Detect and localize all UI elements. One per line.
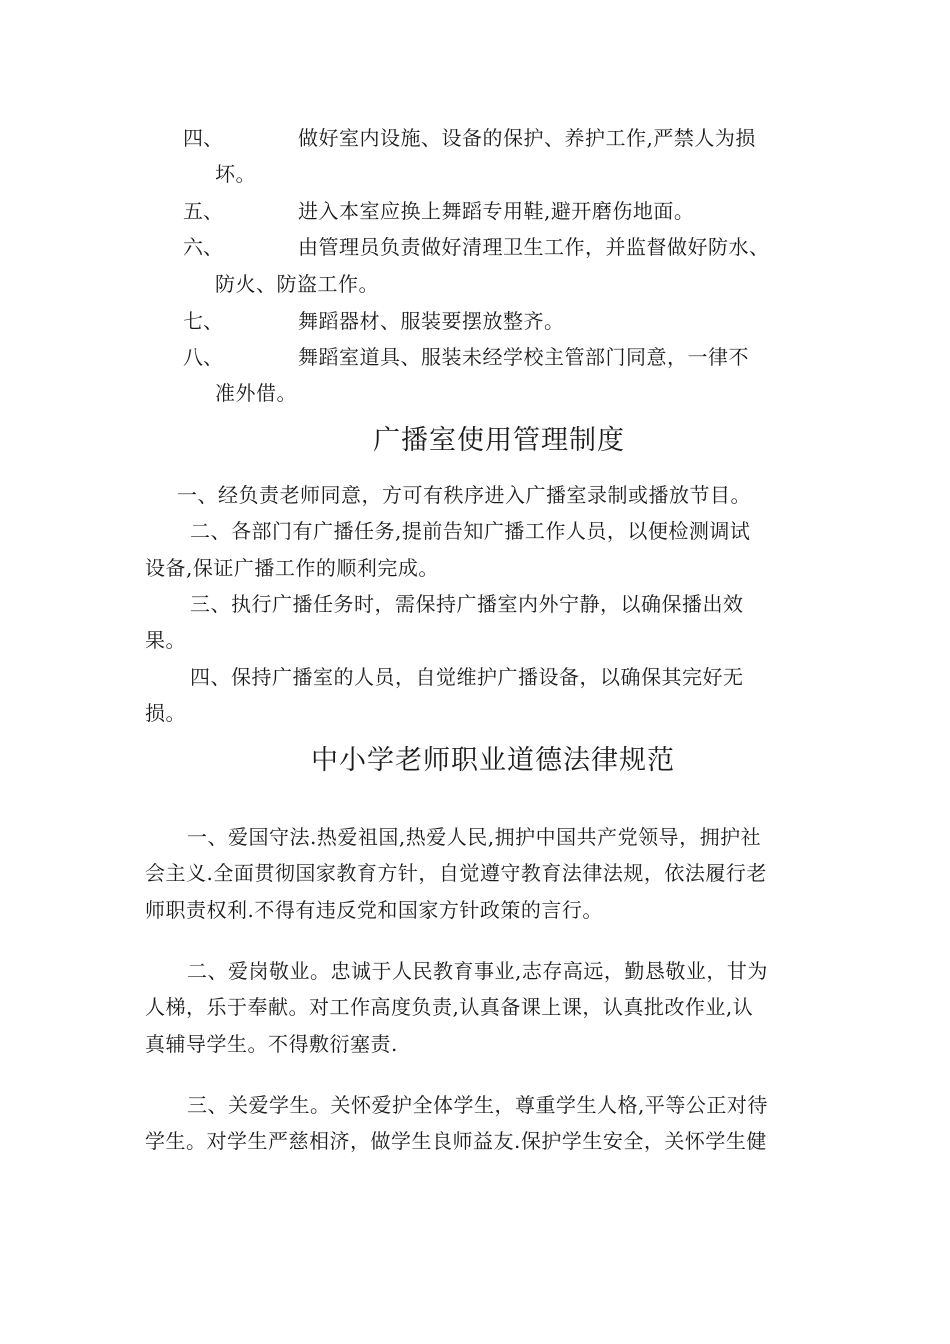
rule-text: 坏。 [215, 162, 256, 186]
rule-text: 学生。对学生严慈相济，做学生良师益友.保护学生安全，关怀学生健 [145, 1129, 767, 1153]
rule-text: 三、执行广播任务时，需保持广播室内外宁静，以确保播出效 [190, 592, 744, 616]
rule-number: 四、 [183, 126, 223, 150]
rule-text: 四、保持广播室的人员，自觉维护广播设备，以确保其完好无 [190, 665, 744, 689]
rule-number: 五、 [183, 199, 223, 223]
rule-number: 七、 [183, 309, 223, 333]
rule-text: 做好室内设施、设备的保护、养护工作,严禁人为损 [298, 126, 756, 150]
rule-text: 人梯，乐于奉献。对工作高度负责,认真备课上课，认真批改作业,认 [145, 995, 754, 1019]
rule-text: 由管理员负责做好清理卫生工作，并监督做好防水、 [298, 235, 770, 259]
section-title: 广播室使用管理制度 [373, 425, 625, 456]
rule-text: 舞蹈器材、服装要摆放整齐。 [298, 309, 565, 333]
rule-text: 真辅导学生。不得敷衍塞责. [145, 1032, 398, 1056]
rule-text: 一、经负责老师同意，方可有秩序进入广播室录制或播放节目。 [177, 483, 751, 507]
rule-text: 设备,保证广播工作的顺利完成。 [145, 556, 439, 580]
rule-text: 舞蹈室道具、服装未经学校主管部门同意，一律不 [298, 345, 749, 369]
rule-text: 师职责权利.不得有违反党和国家方针政策的言行。 [145, 898, 603, 922]
rule-number: 八、 [183, 345, 223, 369]
rule-text: 进入本室应换上舞蹈专用鞋,避开磨伤地面。 [298, 199, 695, 223]
rule-text: 一、爱国守法.热爱祖国,热爱人民,拥护中国共产党领导，拥护社 [187, 825, 762, 849]
rule-text: 二、爱岗敬业。忠诚于人民教育事业,志存高远，勤恳敬业，甘为 [187, 959, 768, 983]
rule-text: 三、关爱学生。关怀爱护全体学生，尊重学生人格,平等公正对待 [187, 1093, 768, 1117]
rule-number: 六、 [183, 235, 223, 259]
rule-text: 果。 [145, 628, 186, 652]
section-title: 中小学老师职业道德法律规范 [311, 745, 675, 776]
rule-text: 准外借。 [215, 381, 297, 405]
rule-text: 二、各部门有广播任务,提前告知广播工作人员，以便检测调试 [190, 519, 751, 543]
rule-text: 损。 [145, 701, 186, 725]
rule-text: 会主义.全面贯彻国家教育方针，自觉遵守教育法律法规，依法履行老 [145, 861, 767, 885]
rule-text: 防火、防盗工作。 [215, 272, 379, 296]
